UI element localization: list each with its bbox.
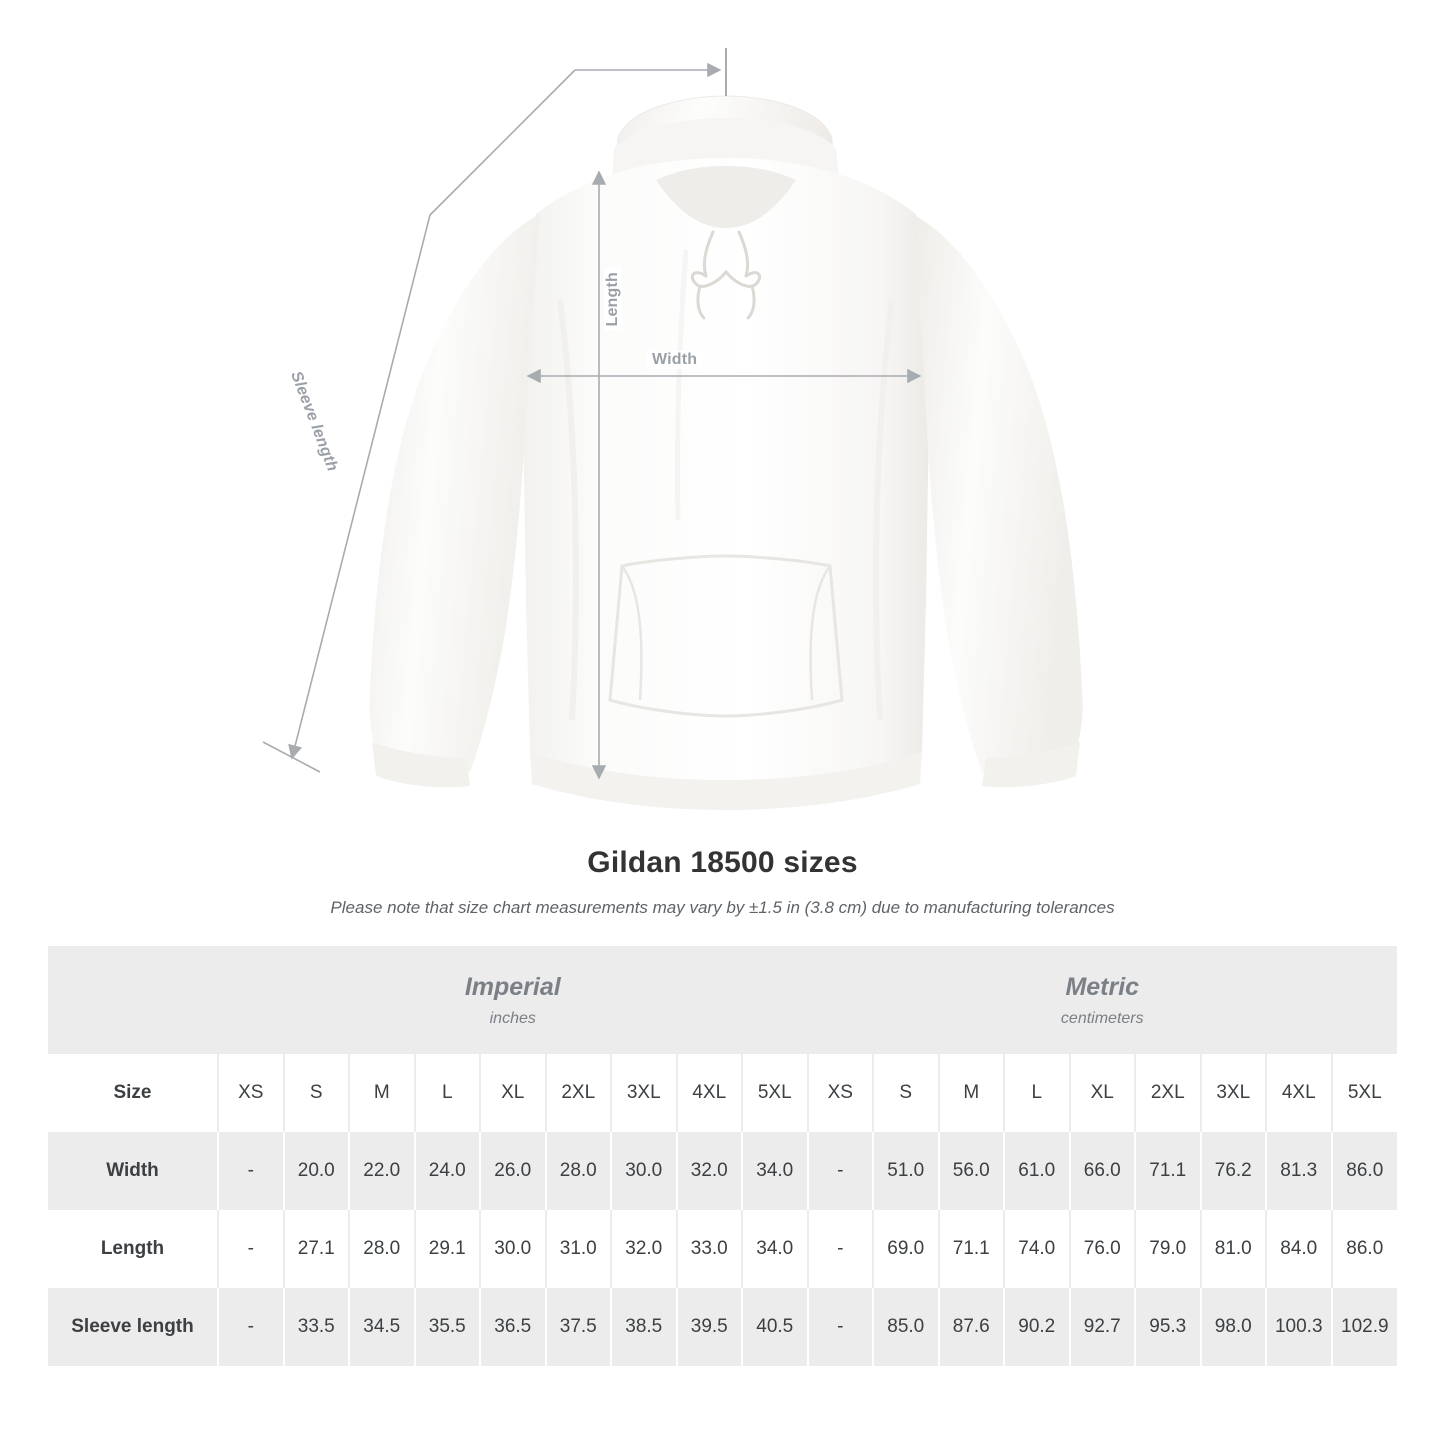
table-cell: 20.0: [284, 1132, 350, 1210]
table-cell: 30.0: [611, 1132, 677, 1210]
table-cell: 36.5: [480, 1288, 546, 1366]
metric-subtitle: centimeters: [1060, 1009, 1144, 1027]
table-cell: -: [218, 1210, 284, 1288]
row-label: Sleeve length: [48, 1288, 218, 1366]
title-block: [0, 846, 1445, 918]
size-header-cell: S: [284, 1054, 350, 1132]
table-cell: 92.7: [1070, 1288, 1136, 1366]
size-header-cell: 4XL: [1266, 1054, 1332, 1132]
table-row: [48, 1288, 1397, 1366]
table-cell: 34.5: [349, 1288, 415, 1366]
table-cell: 37.5: [546, 1288, 612, 1366]
table-cell: 85.0: [873, 1288, 939, 1366]
size-header-row: [48, 1054, 1397, 1132]
table-cell: 28.0: [349, 1210, 415, 1288]
table-cell: 100.3: [1266, 1288, 1332, 1366]
table-cell: 86.0: [1332, 1132, 1398, 1210]
table-cell: 33.5: [284, 1288, 350, 1366]
table-cell: 22.0: [349, 1132, 415, 1210]
metric-title: Metric: [1065, 973, 1140, 1002]
table-cell: 74.0: [1004, 1210, 1070, 1288]
table-cell: 98.0: [1201, 1288, 1267, 1366]
table-cell: 34.0: [742, 1132, 808, 1210]
size-header-cell: S: [873, 1054, 939, 1132]
imperial-title: Imperial: [464, 973, 561, 1002]
table-cell: 51.0: [873, 1132, 939, 1210]
table-cell: 35.5: [415, 1288, 481, 1366]
tolerance-note: Please note that size chart measurements may vary by ±1.5 in (3.8 cm) due to manufacturing tolerances: [330, 898, 1115, 917]
size-header-cell: 5XL: [1332, 1054, 1398, 1132]
table-cell: 87.6: [939, 1288, 1005, 1366]
size-header-cell: XL: [480, 1054, 546, 1132]
table-cell: 95.3: [1135, 1288, 1201, 1366]
table-cell: 31.0: [546, 1210, 612, 1288]
table-row: [48, 1210, 1397, 1288]
table-cell: 28.0: [546, 1132, 612, 1210]
table-cell: 81.3: [1266, 1132, 1332, 1210]
table-cell: -: [808, 1288, 874, 1366]
size-header-cell: 5XL: [742, 1054, 808, 1132]
length-label: Length: [604, 268, 622, 331]
table-cell: 76.2: [1201, 1132, 1267, 1210]
table-cell: 102.9: [1332, 1288, 1398, 1366]
table-cell: 26.0: [480, 1132, 546, 1210]
size-header-cell: 2XL: [1135, 1054, 1201, 1132]
width-label: Width: [646, 351, 703, 369]
table-cell: -: [808, 1210, 874, 1288]
row-label: Length: [48, 1210, 218, 1288]
table-cell: 79.0: [1135, 1210, 1201, 1288]
size-header-cell: L: [1004, 1054, 1070, 1132]
size-row-header: Size: [48, 1054, 218, 1132]
size-header-cell: XL: [1070, 1054, 1136, 1132]
size-header-cell: L: [415, 1054, 481, 1132]
table-cell: 32.0: [677, 1132, 743, 1210]
table-cell: 61.0: [1004, 1132, 1070, 1210]
page-title: Gildan 18500 sizes: [587, 846, 858, 879]
table-cell: 69.0: [873, 1210, 939, 1288]
table-cell: 33.0: [677, 1210, 743, 1288]
table-cell: 86.0: [1332, 1210, 1398, 1288]
table-cell: 66.0: [1070, 1132, 1136, 1210]
size-header-cell: 3XL: [1201, 1054, 1267, 1132]
size-header-cell: 2XL: [546, 1054, 612, 1132]
table-cell: 71.1: [939, 1210, 1005, 1288]
table-cell: 24.0: [415, 1132, 481, 1210]
table-row: [48, 1132, 1397, 1210]
size-table-wrapper: [48, 946, 1397, 1366]
table-cell: 90.2: [1004, 1288, 1070, 1366]
table-cell: 27.1: [284, 1210, 350, 1288]
table-cell: 34.0: [742, 1210, 808, 1288]
unit-header-row: [48, 946, 1397, 1054]
size-header-cell: M: [349, 1054, 415, 1132]
table-cell: -: [218, 1132, 284, 1210]
table-cell: -: [808, 1132, 874, 1210]
table-cell: 56.0: [939, 1132, 1005, 1210]
table-cell: 76.0: [1070, 1210, 1136, 1288]
sleeve-length-label: Sleeve length: [287, 369, 341, 474]
imperial-header: [218, 946, 808, 1054]
table-cell: 40.5: [742, 1288, 808, 1366]
size-table: [48, 946, 1397, 1366]
size-header-cell: XS: [218, 1054, 284, 1132]
table-cell: 71.1: [1135, 1132, 1201, 1210]
unit-spacer: [48, 946, 218, 1054]
size-header-cell: 3XL: [611, 1054, 677, 1132]
size-header-cell: 4XL: [677, 1054, 743, 1132]
imperial-subtitle: inches: [489, 1009, 536, 1027]
table-cell: 38.5: [611, 1288, 677, 1366]
table-cell: 81.0: [1201, 1210, 1267, 1288]
size-header-cell: XS: [808, 1054, 874, 1132]
table-cell: -: [218, 1288, 284, 1366]
table-cell: 30.0: [480, 1210, 546, 1288]
table-cell: 39.5: [677, 1288, 743, 1366]
row-label: Width: [48, 1132, 218, 1210]
table-cell: 32.0: [611, 1210, 677, 1288]
table-cell: 84.0: [1266, 1210, 1332, 1288]
metric-header: [808, 946, 1398, 1054]
table-cell: 29.1: [415, 1210, 481, 1288]
size-header-cell: M: [939, 1054, 1005, 1132]
